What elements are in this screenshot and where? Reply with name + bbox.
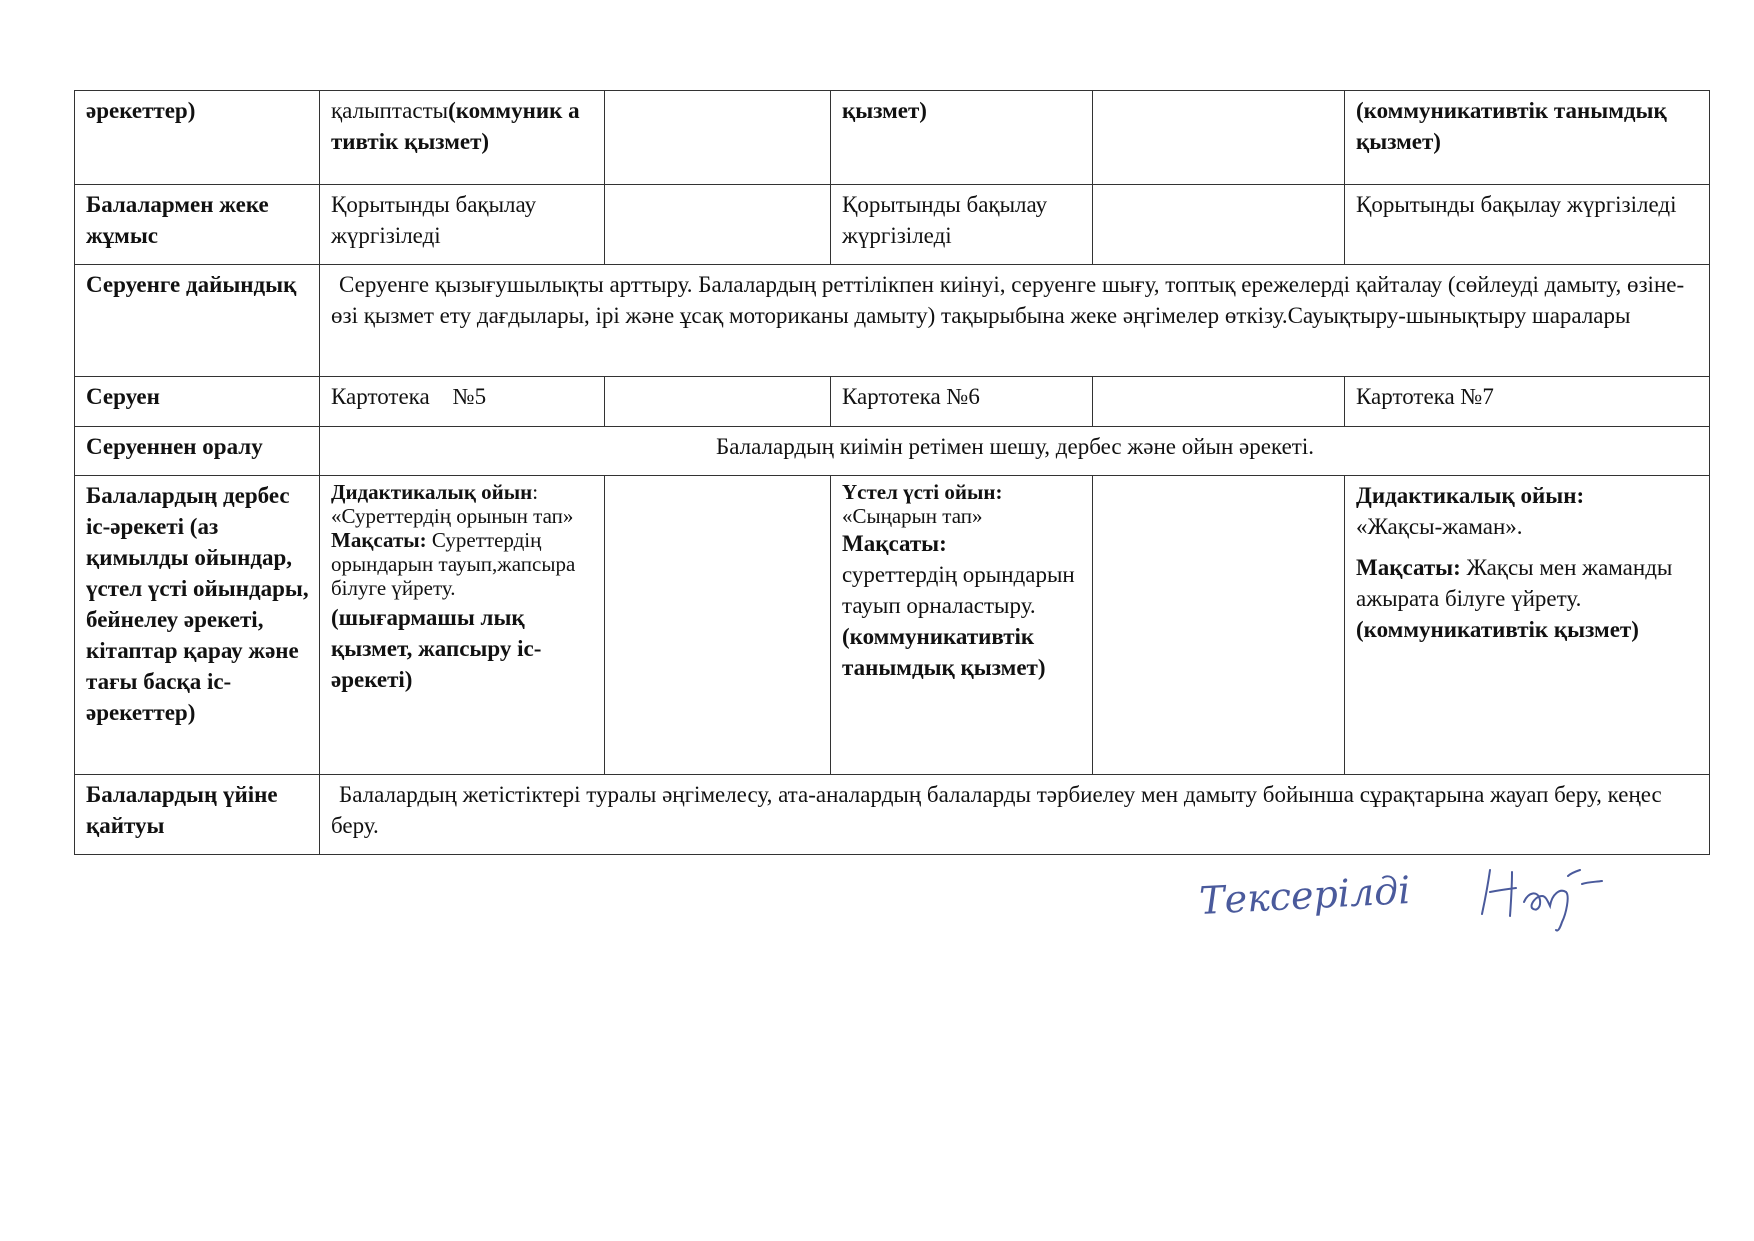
table-row <box>75 476 1710 775</box>
goal-text: Жақсы мен жаманды ажырата білуге үйрету. <box>1356 555 1673 611</box>
game-name: «Жақсы-жаман». <box>1356 514 1523 539</box>
table-row <box>75 265 1710 377</box>
row-label: Балалардың дербес іс-әрекеті (аз қимылды ойындар, үстел үсті ойындары, бейнелеу әрекеті, кітаптар қарау және тағы басқа іс-әрекеттер) <box>75 476 320 775</box>
table-cell: Картотека №5 <box>320 377 605 427</box>
table-cell <box>320 476 605 775</box>
row-label: Серуеннен оралу <box>75 427 320 476</box>
empty-cell <box>605 377 831 427</box>
game-title: Дидактикалық ойын <box>331 480 533 504</box>
empty-cell <box>1093 91 1345 185</box>
cell-text: : <box>532 480 539 504</box>
signature <box>1190 862 1630 952</box>
goal-text: Суреттердің орындарын тауып,жапсыра білуге үйрету. <box>331 528 576 600</box>
game-title: Үстел үсті ойын: <box>842 480 1003 504</box>
row-label: әрекеттер) <box>75 91 320 185</box>
table-cell: Қорытынды бақылау жүргізіледі <box>831 185 1093 265</box>
table-cell: Картотека №6 <box>831 377 1093 427</box>
game-name: «Сыңарын тап» <box>842 504 983 528</box>
activity-type: (коммуникативтік қызмет) <box>1356 617 1639 642</box>
row-label: Балалармен жеке жұмыс <box>75 185 320 265</box>
row-label: Серуенге дайындық <box>75 265 320 377</box>
goal-text: суреттердің орындарын тауып орналастыру. <box>842 562 1075 618</box>
table-cell <box>831 476 1093 775</box>
activity-type: (коммуникативтік танымдық қызмет) <box>842 624 1046 680</box>
daily-plan-table <box>74 90 1710 855</box>
table-row <box>75 377 1710 427</box>
cell-text: қалыптасты <box>331 98 449 123</box>
activity-type: (коммуник а тивтік қызмет) <box>331 98 580 154</box>
table-cell <box>320 91 605 185</box>
table-cell: қызмет) <box>831 91 1093 185</box>
table-row <box>75 775 1710 855</box>
empty-cell <box>1093 185 1345 265</box>
table-cell: (коммуникативтік танымдық қызмет) <box>1345 91 1710 185</box>
table-row <box>75 185 1710 265</box>
goal-label: Мақсаты: <box>331 528 427 552</box>
empty-cell <box>1093 377 1345 427</box>
empty-cell <box>605 91 831 185</box>
goal-label: Мақсаты: <box>1356 555 1461 580</box>
empty-cell <box>605 476 831 775</box>
signature-mark <box>1482 870 1602 931</box>
row-label: Серуен <box>75 377 320 427</box>
table-cell: Қорытынды бақылау жүргізіледі <box>1345 185 1710 265</box>
signature-text: Тексерілді <box>1198 867 1412 923</box>
row-label: Балалардың үйіне қайтуы <box>75 775 320 855</box>
merged-cell: Серуенге қызығушылықты арттыру. Балалардың реттілікпен киінуі, серуенге шығу, топтық ережелерді қайталау (сөйлеуді дамыту, өзіне-өзі қызмет ету дағдылары, ірі және ұсақ моториканы дамыту) тақырыбына жеке әңгімелер өткізу.Сауықтыру-шынықтыру шаралары <box>320 265 1710 377</box>
game-name: «Суреттердің орынын тап» <box>331 504 574 528</box>
empty-cell <box>1093 476 1345 775</box>
merged-cell: Балалардың киімін ретімен шешу, дербес және ойын әрекеті. <box>320 427 1710 476</box>
table-cell: Қорытынды бақылау жүргізіледі <box>320 185 605 265</box>
table-row <box>75 91 1710 185</box>
table-cell <box>1345 476 1710 775</box>
empty-cell <box>605 185 831 265</box>
table-row <box>75 427 1710 476</box>
game-title: Дидактикалық ойын: <box>1356 483 1585 508</box>
activity-type: (шығармашы лық қызмет, жапсыру іс-әрекеті) <box>331 605 542 692</box>
table-cell: Картотека №7 <box>1345 377 1710 427</box>
goal-label: Мақсаты: <box>842 531 947 556</box>
merged-cell: Балалардың жетістіктері туралы әңгімелесу, ата-аналардың балаларды тәрбиелеу мен дамыту бойынша сұрақтарына жауап беру, кеңес беру. <box>320 775 1710 855</box>
